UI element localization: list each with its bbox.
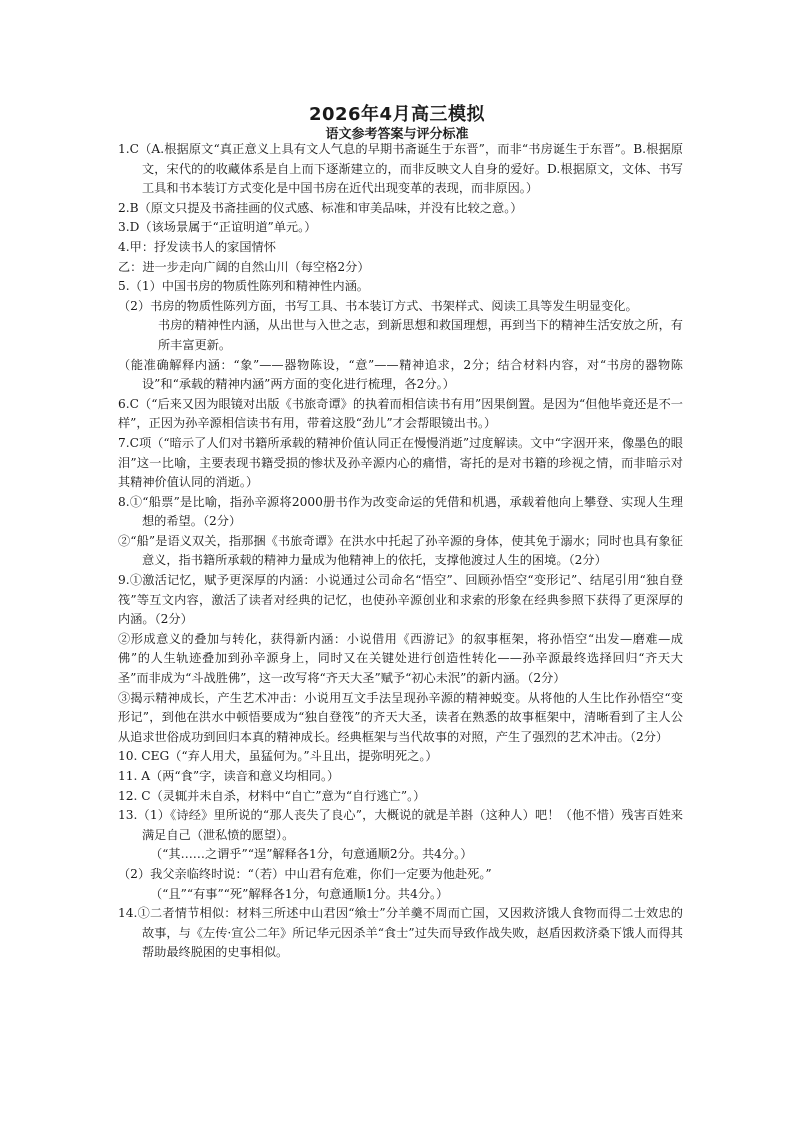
- answer-paragraph: （“其……之谓乎”“逞”解释各1分，句意通顺2分。共4分。）: [150, 847, 473, 862]
- answer-paragraph: ③揭示精神成长，产生艺术冲击：小说用互文手法呈现孙辛源的精神蜕变。从将他的人生比作孙悟空“变形记”，到他在洪水中顿悟要成为“独自登筏”的齐天大圣，读者在熟悉的故事框架中，清晰看到了主人公从追求世俗成功到回归本真的精神成长。经典框架与当代故事的对照，产生了强烈的艺术冲击。（2分）: [118, 690, 683, 744]
- page-title: 2026年4月高三模拟: [308, 104, 486, 125]
- answer-paragraph: （2）书房的物质性陈列方面，书写工具、书本装订方式、书架样式、阅读工具等发生明显变化。: [118, 298, 638, 313]
- answer-paragraph: 4.甲：抒发读书人的家国情怀: [118, 239, 276, 254]
- answer-list: [118, 140, 683, 963]
- answer-paragraph: 14.①二者情节相似：材料三所述中山君因“飨士”分羊羹不周而亡国，又因救济饿人食物而得二士效忠的故事，与《左传·宣公二年》所记华元因杀羊“食士”过失而导致作战失败，赵盾因救济桑下饿人而得其帮助最终脱困的史事相似。: [118, 906, 683, 960]
- answer-paragraph: 11. A（两“食”字，读音和意义均相同。）: [118, 769, 340, 783]
- answer-paragraph: 8.①“船票”是比喻，指孙辛源将2000册书作为改变命运的凭借和机遇，承载着他向上攀登、实现人生理想的希望。（2分）: [118, 494, 683, 529]
- answer-paragraph: ②“船”是语义双关，指那捆《书旅奇谭》在洪水中托起了孙辛源的身体，使其免于溺水；同时也具有象征意义，指书籍所承载的精神力量成为他精神上的依托，支撑他渡过人生的困境。（2分）: [118, 533, 683, 568]
- answer-paragraph: 6.C（“后来又因为眼镜对出版《书旅奇谭》的执着而相信读书有用”因果倒置。是因为“但他毕竟还是不一样”，正因为孙辛源相信读书有用，带着这股“劲儿”才会帮眼镜出书。）: [118, 396, 683, 431]
- page-subtitle: 语文参考答案与评分标准: [325, 127, 469, 142]
- answer-paragraph: 2.B（原文只提及书斋挂画的仪式感、标准和审美品味，并没有比较之意。）: [118, 200, 523, 215]
- answer-paragraph: （2）我父亲临终时说：“（若）中山君有危难，你们一定要为他赴死。”: [118, 866, 492, 881]
- answer-paragraph: 乙：进一步走向广阔的自然山川（每空格2分）: [118, 259, 370, 274]
- answer-paragraph: 书房的精神性内涵，从出世与入世之志，到新思想和救国理想，再到当下的精神生活安放之所，有所丰富更新。: [158, 318, 683, 352]
- answer-paragraph: （“且”“有事”“死”解释各1分，句意通顺1分。共4分。）: [150, 886, 449, 901]
- answer-paragraph: 13.（1）《诗经》里所说的“那人丧失了良心”，大概说的就是羊斟（这种人）吧！（他不惜）残害百姓来满足自己（泄私愤的愿望）。: [118, 808, 683, 842]
- answer-paragraph: （能准确解释内涵：“象”——器物陈设，“意”——精神追求，2分；结合材料内容，对“书房的器物陈设”和“承载的精神内涵”两方面的变化进行梳理，各2分。）: [118, 357, 683, 392]
- answer-paragraph: 12. C（灵辄并未自杀，材料中“自亡”意为“自行逃亡”。）: [118, 788, 426, 803]
- answer-paragraph: 7.C项（“暗示了人们对书籍所承载的精神价值认同正在慢慢消逝”过度解读。文中“字洇开来，像墨色的眼泪”这一比喻，主要表现书籍受损的惨状及孙辛源内心的痛惜，寄托的是对书籍的珍视之情，而非暗示对其精神价值认同的消逝。）: [118, 435, 683, 490]
- answer-paragraph: ②形成意义的叠加与转化，获得新内涵：小说借用《西游记》的叙事框架，将孙悟空“出发—磨难—成佛”的人生轨迹叠加到孙辛源身上，同时又在关键处进行创造性转化——孙辛源最终选择回归“齐天大圣”而非成为“斗战胜佛”，这一改写将“齐天大圣”赋予“初心未泯”的新内涵。（2分）: [118, 631, 683, 686]
- answer-paragraph: 3.D（该场景属于“正谊明道”单元。）: [118, 220, 317, 235]
- answer-paragraph: 5.（1）中国书房的物质性陈列和精神性内涵。: [118, 279, 369, 294]
- answer-paragraph: 10. CEG（“弃人用犬，虽猛何为。”斗且出，提弥明死之。）: [118, 749, 438, 764]
- answer-paragraph: 1.C（A.根据原文“真正意义上具有文人气息的早期书斋诞生于东晋”，而非“书房诞生于东晋”。B.根据原文，宋代的的收藏体系是自上而下逐渐建立的，而非反映文人自身的爱好。D.根据原文，文体、书写工具和书本装订方式变化是中国书房在近代出现变革的表现，而非原因。）: [118, 142, 683, 196]
- answer-paragraph: 9.①激活记忆，赋予更深厚的内涵：小说通过公司命名“悟空”、回顾孙悟空“变形记”、结尾引用“独自登筏”等互文内容，激活了读者对经典的记忆，也使孙辛源创业和求索的形象在经典参照下获得了更深厚的内涵。（2分）: [118, 573, 683, 627]
